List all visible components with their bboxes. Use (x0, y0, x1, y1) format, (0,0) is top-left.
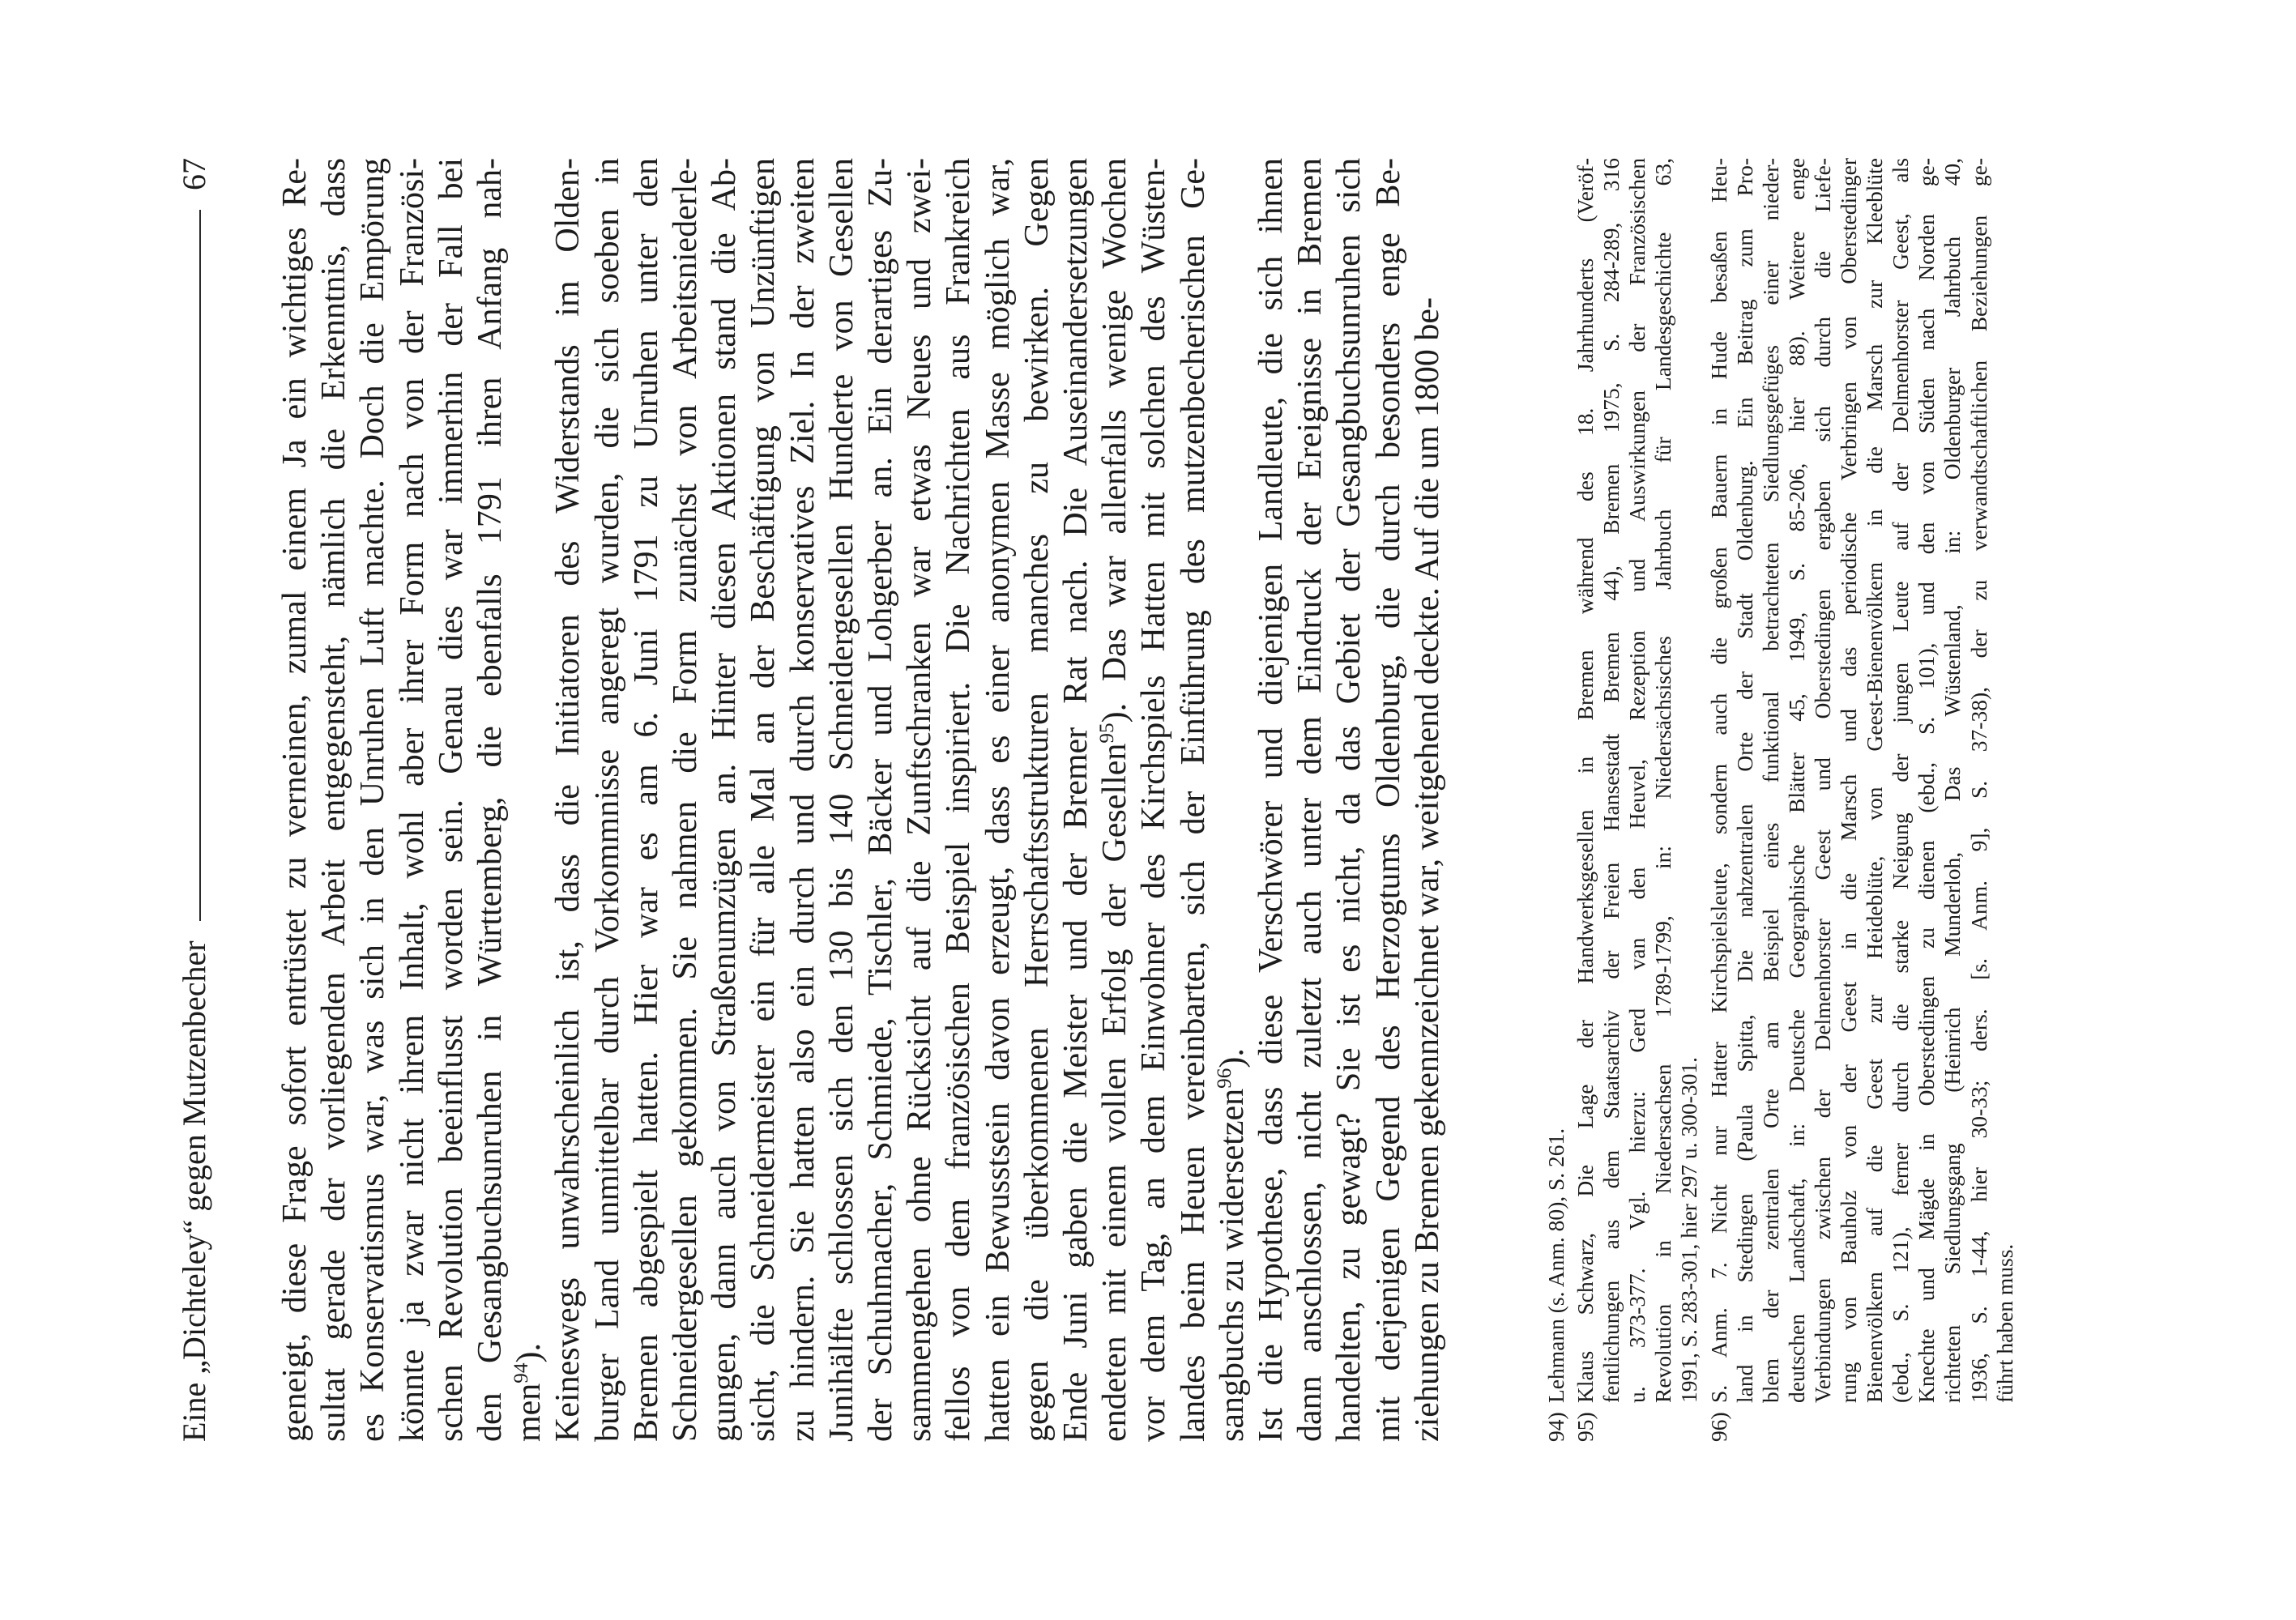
text-line: mit derjenigen Gegend des Herzogtums Oldenburg, die durch besonders enge Be- (1369, 158, 1407, 1442)
text-line: sultat gerade der vorliegenden Arbeit entgegensteht, nämlich die Erkenntnis, dass (315, 158, 353, 1442)
text-line: dann anschlossen, nicht zuletzt auch unter dem Eindruck der Ereignisse in Bremen (1291, 158, 1329, 1442)
text-line: vor dem Tag, an dem Einwohner des Kirchspiels Hatten mit solchen des Wüsten- (1135, 158, 1173, 1442)
footnote-line: blem der zentralen Orte am Beispiel eines funktional betrachteten Siedlungsgefüges einer nieder- (1757, 158, 1783, 1403)
text-line: gegen die überkommenen Herrschaftsstrukturen manches zu bewirken. Gegen (1018, 158, 1056, 1442)
footnote-line: führt haben muss. (1991, 1243, 2017, 1403)
footnote-line: 1936, S. 1-44, hier 30-33; ders. [s. Anm. 9], S. 37-38), der zu verwandtschaftlichen Beziehungen ge- (1965, 158, 1991, 1403)
footnote-line: land in Stedingen (Paula Spitta, Die nahzentralen Orte der Stadt Oldenburg. Ein Beitrag zum Pro- (1731, 158, 1757, 1403)
footnote (1543, 158, 1569, 1442)
text-line: sicht, die Schneidermeister ein für alle Mal an der Beschäftigung von Unzünftigen (745, 158, 783, 1442)
text-line: ziehungen zu Bremen gekennzeichnet war, weitgehend deckte. Auf die um 1800 be- (1408, 297, 1446, 1442)
text-line: den Gesangbuchsunruhen in Württemberg, die ebenfalls 1791 ihren Anfang nah- (472, 158, 510, 1442)
footnote (1573, 158, 1702, 1442)
text-line: sammengehen ohne Rücksicht auf die Zunftschranken war etwas Neues und zwei- (901, 158, 939, 1442)
text-line: könnte ja zwar nicht ihrem Inhalt, wohl aber ihrer Form nach von der Französi- (393, 158, 431, 1442)
text-line: Keineswegs unwahrscheinlich ist, dass die Initiatoren des Widerstands im Olden- (549, 158, 587, 1442)
text-line: Ende Juni gaben die Meister und der Bremer Rat nach. Die Auseinandersetzungen (1057, 158, 1095, 1442)
header-rule (199, 210, 201, 921)
paragraph-3 (1252, 158, 1447, 1442)
footnote-ref: 96 (1213, 1068, 1235, 1089)
paragraph-2 (548, 158, 1252, 1442)
text-line: es Konservatismus war, was sich in den Unruhen Luft machte. Doch die Empörung (354, 158, 392, 1442)
text-line: Ist die Hypothese, dass diese Verschwörer und diejenigen Landleute, die sich ihnen (1253, 158, 1291, 1442)
text-line: sangbuchs zu widersetzen$^{96}$). (1213, 1048, 1251, 1442)
footnote-line: rung von Bauholz von der Geest in die Marsch und das periodische Verbringen von Oberstedinger (1836, 158, 1862, 1403)
footnote-number: 96) (1705, 1412, 1731, 1442)
footnote-line: Lehmann (s. Anm. 80), S. 261. (1543, 1128, 1568, 1403)
footnote-line: (ebd., S. 121), ferner durch die starke Neigung der jungen Leute auf der Delmenhorster Geest, als (1888, 158, 1914, 1403)
text-line: Bremen abgespielt hatten. Hier war es am 6. Juni 1791 zu Unruhen unter den (627, 158, 665, 1442)
paragraph-1 (275, 158, 548, 1442)
text-line: zu hindern. Sie hatten also ein durch und durch konservatives Ziel. In der zweiten (783, 158, 822, 1442)
footnotes (1543, 158, 2021, 1442)
page-number: 67 (176, 158, 212, 190)
text-line: men$^{94}$). (510, 1343, 548, 1442)
text-line: endeten mit einem vollen Erfolg der Gesellen$^{95}$). Das war allenfalls wenige Wochen (1096, 158, 1134, 1442)
footnote-line: fentlichungen aus dem Staatsarchiv der Freien Hansestadt Bremen 44), Bremen 1975, S. 284-289, 316 (1598, 158, 1624, 1403)
footnote-number: 95) (1573, 1412, 1598, 1442)
footnote-ref: 94 (510, 1362, 533, 1383)
footnote-line: Knechte und Mägde in Oberstedingen zu dienen (ebd., S. 101), und den von Süden nach Norden ge- (1914, 158, 1940, 1403)
text-line: handelten, zu gewagt? Sie ist es nicht, da das Gebiet der Gesangbuchsunruhen sich (1330, 158, 1368, 1442)
footnote-line: deutschen Landschaft, in: Deutsche Geographische Blätter 45, 1949, S. 85-206, hier 88). Weitere enge (1783, 158, 1809, 1403)
footnote-line: Klaus Schwarz, Die Lage der Handwerksgesellen in Bremen während des 18. Jahrhunderts (Veröf- (1573, 158, 1598, 1403)
text-line: burger Land unmittelbar durch Vorkommnisse angeregt wurden, die sich soeben in (588, 158, 626, 1442)
text-line: schen Revolution beeinflusst worden sein. Genau dies war immerhin der Fall bei (432, 158, 470, 1442)
running-header (162, 158, 211, 1442)
text-line: gungen, dann auch von Straßenumzügen an. Hinter diesen Aktionen stand die Ab- (706, 158, 744, 1442)
text-line: Junihälfte schlossen sich den 130 bis 140 Schneidergesellen Hunderte von Gesellen (822, 158, 860, 1442)
footnote-line: Bienenvölkern auf die Geest zur Heideblüte, von Geest-Bienenvölkern in die Marsch zur Kleeblüte (1862, 158, 1888, 1403)
footnote-line: Revolution in Niedersachsen 1789-1799, in: Niedersächsisches Jahrbuch für Landesgeschichte 63, (1650, 158, 1676, 1403)
footnote-line: u. 373-377. Vgl. hierzu: Gerd van den Heuvel, Rezeption und Auswirkungen der Französischen (1624, 158, 1650, 1403)
text-line: der Schuhmacher, Schmiede, Tischler, Bäcker und Lohgerber an. Ein derartiges Zu- (862, 158, 900, 1442)
footnote-line: Verbindungen zwischen der Delmenhorster Geest und Oberstedingen ergaben sich durch die Liefe- (1809, 158, 1835, 1403)
footnote-number: 94) (1543, 1412, 1568, 1442)
running-title: Eine „Dichteley“ gegen Mutzenbecher (176, 940, 212, 1442)
text-line: hatten ein Bewusstsein davon erzeugt, dass es einer anonymen Masse möglich war, (979, 158, 1017, 1442)
text-line: Schneidergesellen gekommen. Sie nahmen die Form zunächst von Arbeitsniederle- (667, 158, 705, 1442)
footnote (1706, 158, 2018, 1442)
footnote-ref: 95 (1096, 723, 1119, 744)
text-line: landes beim Heuen vereinbarten, sich der Einführung des mutzenbecherischen Ge- (1174, 158, 1212, 1442)
text-line: geneigt, diese Frage sofort entrüstet zu verneinen, zumal einem Ja ein wichtiges Re- (276, 158, 314, 1442)
text-line: fellos von dem französischen Beispiel inspiriert. Die Nachrichten aus Frankreich (940, 158, 978, 1442)
footnote-line: 1991, S. 283-301, hier 297 u. 300-301. (1676, 1057, 1702, 1403)
footnote-line: S. Anm. 7. Nicht nur Hatter Kirchspielsleute, sondern auch die großen Bauern in Hude besaßen Heu- (1705, 158, 1731, 1403)
footnote-line: richteten Siedlungsgang (Heinrich Munderloh, Das Wüstenland, in: Oldenburger Jahrbuch 40, (1940, 158, 1965, 1403)
body-text (275, 158, 1447, 1442)
